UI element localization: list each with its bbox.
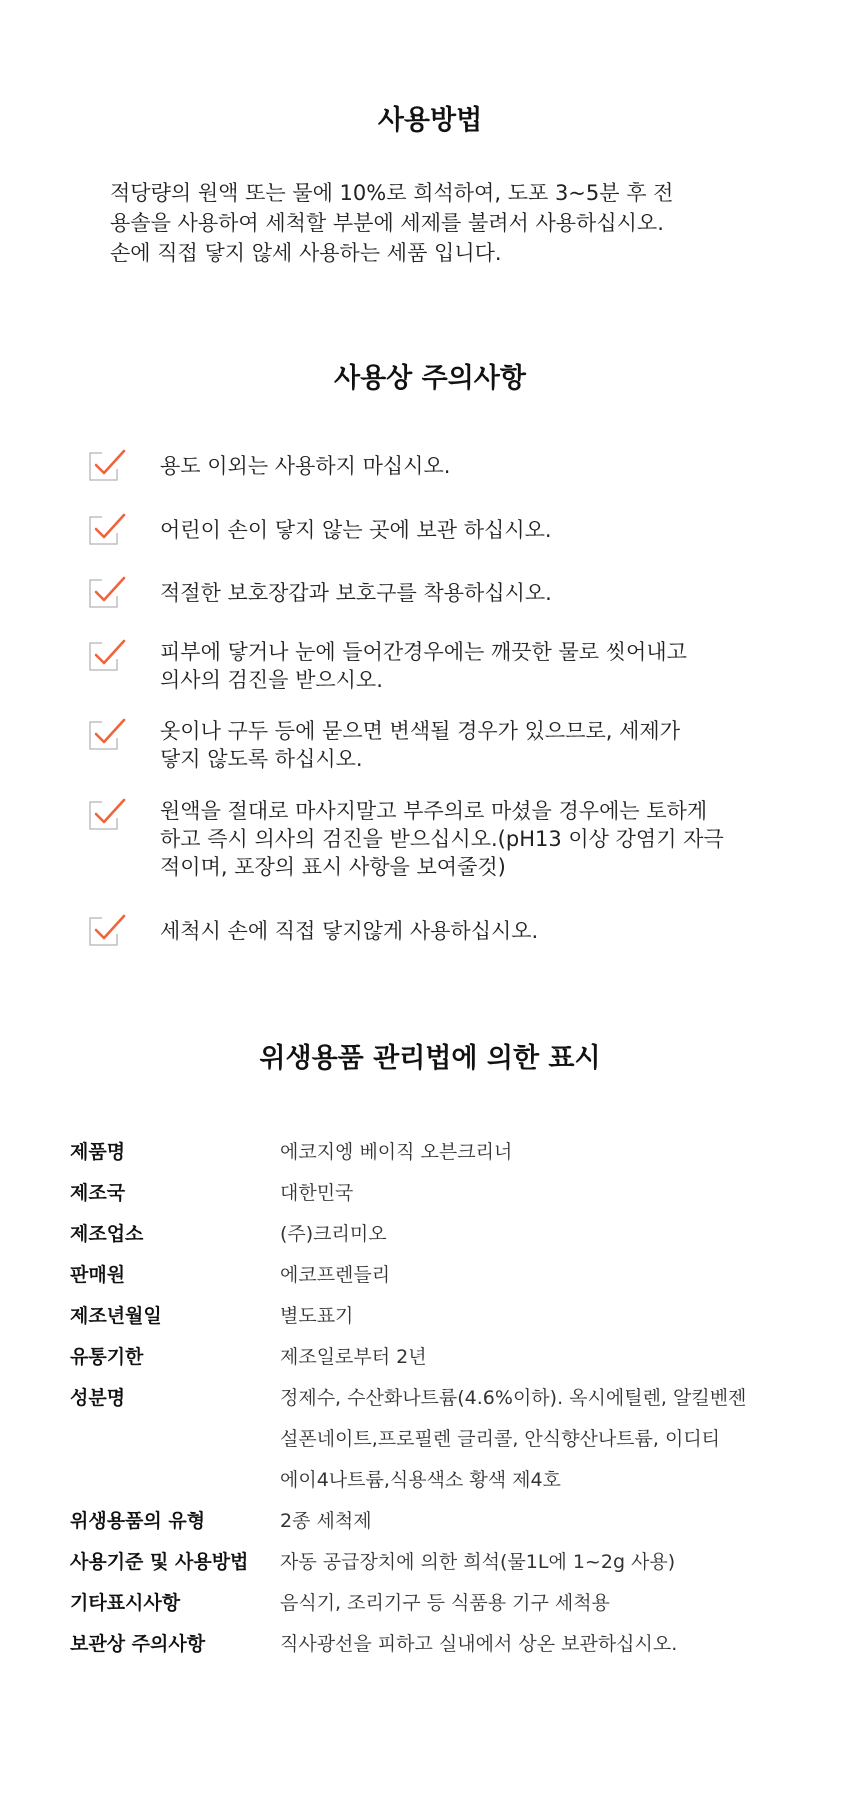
caution-text	[160, 797, 820, 881]
usage-line: 적당량의 원액 또는 물에 10%로 희석하여, 도포 3~5분 후 전	[110, 181, 674, 205]
spec-label: 판매원	[70, 1264, 126, 1286]
caution-line: 세척시 손에 직접 닿지않게 사용하십시오.	[160, 919, 539, 943]
spec-value	[280, 1378, 840, 1501]
spec-label: 성분명	[70, 1387, 126, 1409]
spec-value	[280, 1214, 840, 1255]
checkbox-icon	[87, 717, 127, 751]
spec-value-line: 에이4나트륨,식용색소 황색 제4호	[280, 1469, 561, 1491]
spec-value-line: 에코프렌들리	[280, 1264, 391, 1286]
checkbox-icon	[87, 448, 127, 482]
spec-value-line: 별도표기	[280, 1305, 354, 1327]
spec-value-line: 음식기, 조리기구 등 식품용 기구 세척용	[280, 1592, 610, 1614]
label-title: 위생용품 관리법에 의한 표시	[259, 1043, 601, 1074]
caution-line: 닿지 않도록 하십시오.	[160, 747, 363, 771]
spec-label: 기타표시사항	[70, 1592, 181, 1614]
spec-value-line: 정제수, 수산화나트륨(4.6%이하). 옥시에틸렌, 알킬벤젠	[280, 1387, 747, 1409]
spec-value	[280, 1296, 840, 1337]
caution-text	[160, 917, 820, 945]
spec-label: 제조업소	[70, 1223, 144, 1245]
spec-value	[280, 1255, 840, 1296]
spec-label: 보관상 주의사항	[70, 1633, 206, 1655]
spec-value-line: 설폰네이트,프로필렌 글리콜, 안식향산나트륨, 이디티	[280, 1428, 721, 1450]
spec-value	[280, 1542, 840, 1583]
caution-line: 하고 즉시 의사의 검진을 받으십시오.(pH13 이상 강염기 자극	[160, 827, 724, 851]
spec-value-line: 직사광선을 피하고 실내에서 상온 보관하십시오.	[280, 1633, 678, 1655]
checkbox-icon	[87, 575, 127, 609]
spec-label: 사용기준 및 사용방법	[70, 1551, 249, 1573]
spec-value	[280, 1501, 840, 1542]
spec-value	[280, 1173, 840, 1214]
caution-text	[160, 579, 820, 607]
usage-line: 용솔을 사용하여 세척할 부분에 세제를 불려서 사용하십시오.	[110, 211, 664, 235]
usage-line: 손에 직접 닿지 않세 사용하는 세품 입니다.	[110, 241, 502, 265]
spec-value-line: 자동 공급장치에 의한 희석(물1L에 1~2g 사용)	[280, 1551, 676, 1573]
caution-line: 의사의 검진을 받으시오.	[160, 668, 383, 692]
checkbox-icon	[87, 512, 127, 546]
checkbox-icon	[87, 913, 127, 947]
spec-value-line: 2종 세척제	[280, 1510, 372, 1532]
caution-line: 어린이 손이 닿지 않는 곳에 보관 하십시오.	[160, 518, 552, 542]
caution-text	[160, 516, 820, 544]
checkbox-icon	[87, 797, 127, 831]
usage-description	[110, 178, 790, 268]
caution-text	[160, 717, 820, 773]
spec-value-line: 대한민국	[280, 1182, 354, 1204]
spec-value	[280, 1337, 840, 1378]
caution-title: 사용상 주의사항	[334, 363, 526, 394]
spec-label: 위생용품의 유형	[70, 1510, 206, 1532]
caution-line: 피부에 닿거나 눈에 들어간경우에는 깨끗한 물로 씻어내고	[160, 640, 687, 664]
caution-line: 원액을 절대로 마사지말고 부주의로 마셨을 경우에는 토하게	[160, 799, 708, 823]
spec-value	[280, 1624, 840, 1665]
spec-label: 유통기한	[70, 1346, 144, 1368]
caution-line: 옷이나 구두 등에 묻으면 변색될 경우가 있으므로, 세제가	[160, 719, 680, 743]
checkbox-icon	[87, 638, 127, 672]
spec-label: 제조년월일	[70, 1305, 162, 1327]
caution-text	[160, 452, 820, 480]
caution-text	[160, 638, 820, 694]
spec-value	[280, 1583, 840, 1624]
spec-label: 제조국	[70, 1182, 126, 1204]
spec-value-line: 에코지엥 베이직 오븐크리너	[280, 1141, 513, 1163]
caution-line: 용도 이외는 사용하지 마십시오.	[160, 454, 451, 478]
spec-label: 제품명	[70, 1141, 126, 1163]
spec-value-line: (주)크리미오	[280, 1223, 387, 1245]
spec-value-line: 제조일로부터 2년	[280, 1346, 427, 1368]
usage-title: 사용방법	[377, 105, 483, 136]
spec-value	[280, 1132, 840, 1173]
caution-line: 적절한 보호장갑과 보호구를 착용하십시오.	[160, 581, 552, 605]
caution-line: 적이며, 포장의 표시 사항을 보여줄것)	[160, 855, 506, 879]
